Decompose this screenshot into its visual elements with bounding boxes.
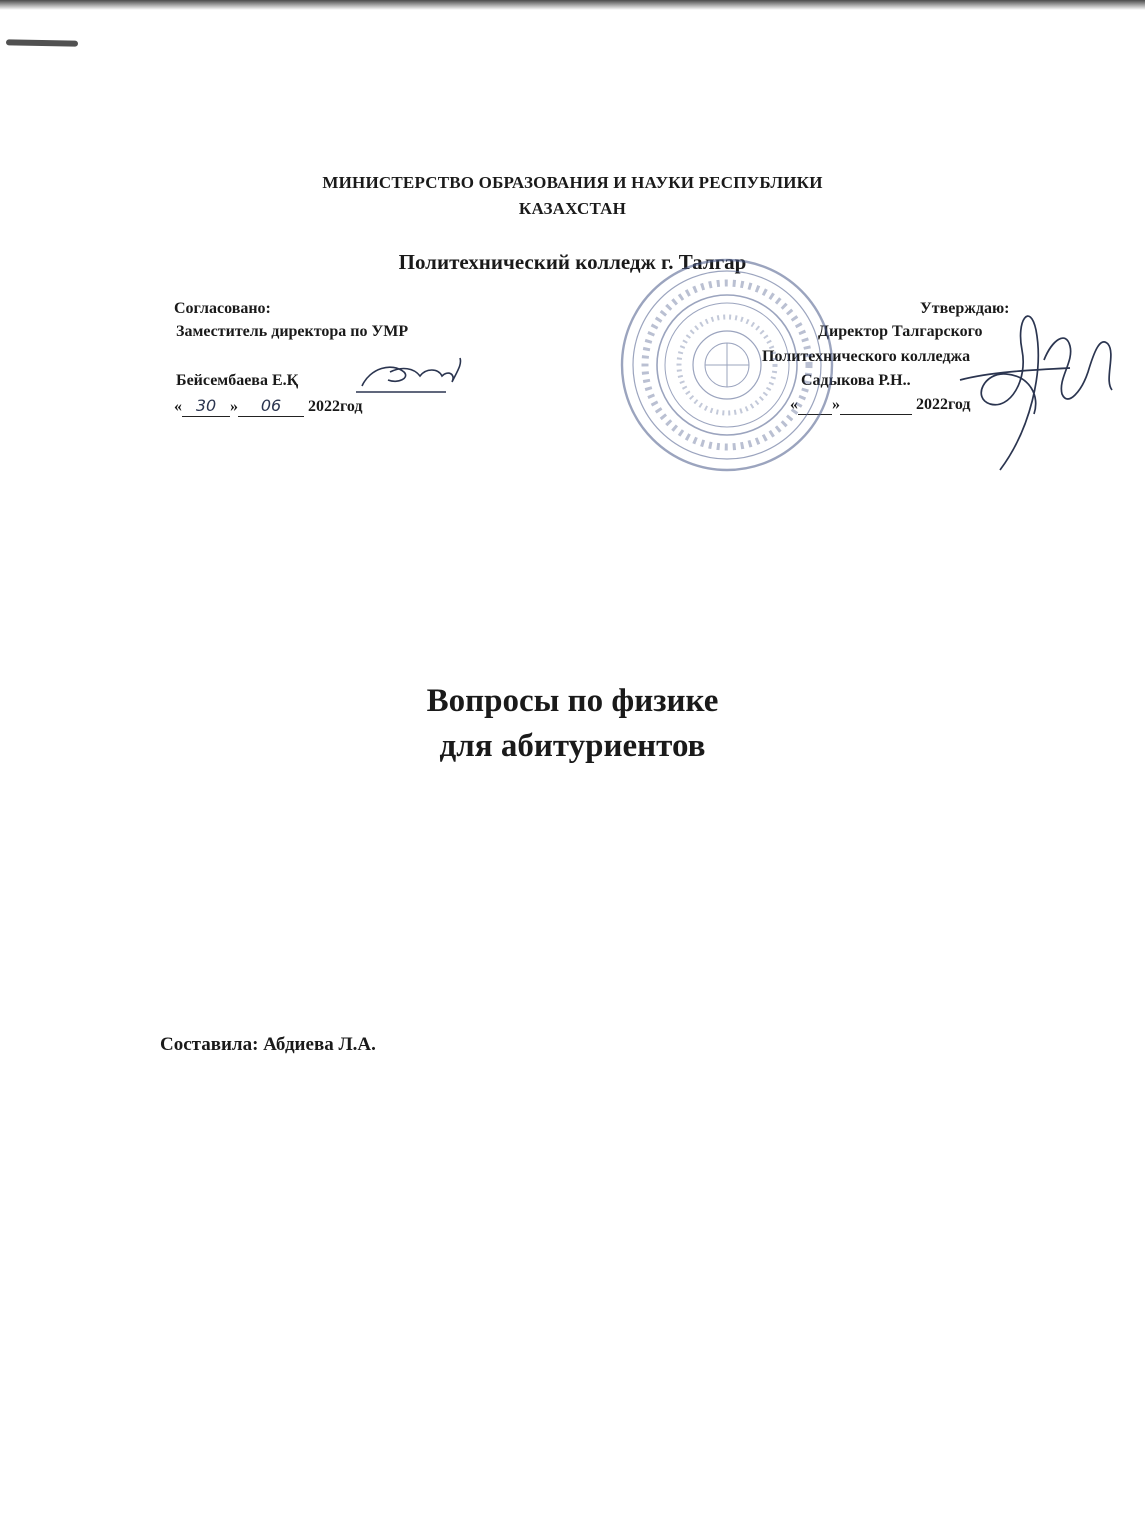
date-quote-close: » (230, 398, 238, 415)
deputy-position: Заместитель директора по УМР (176, 323, 409, 340)
deputy-name: Бейсембаева Е.Қ (176, 372, 299, 389)
ministry-line-1: МИНИСТЕРСТВО ОБРАЗОВАНИЯ И НАУКИ РЕСПУБЛИКИ (322, 173, 823, 192)
document-title-line-2: для абитуриентов (439, 728, 706, 764)
date-day-value: 30 (195, 396, 217, 415)
date-month-value: 06 (260, 396, 282, 415)
official-stamp (622, 260, 832, 470)
date-quote-open: « (790, 396, 798, 413)
author: Составила: Абдиева Л.А. (160, 1034, 376, 1055)
date-year: 2022год (916, 396, 971, 413)
agreed-label: Согласовано: (174, 300, 271, 317)
date-quote-close: » (832, 396, 840, 413)
director-position-1: Директор Талгарского (818, 323, 983, 340)
approve-label: Утверждаю: (920, 300, 1010, 317)
date-quote-open: « (174, 398, 182, 415)
director-position-2: Политехнического колледжа (762, 348, 971, 365)
document-title-line-1: Вопросы по физике (426, 683, 719, 719)
director-name: Садыкова Р.Н.. (801, 372, 911, 389)
date-year: 2022год (308, 398, 363, 415)
signature-left (356, 358, 461, 392)
college-name: Политехнический колледж г. Талгар (398, 250, 747, 274)
ministry-line-2: КАЗАХСТАН (518, 199, 627, 218)
signature-right (960, 316, 1112, 470)
